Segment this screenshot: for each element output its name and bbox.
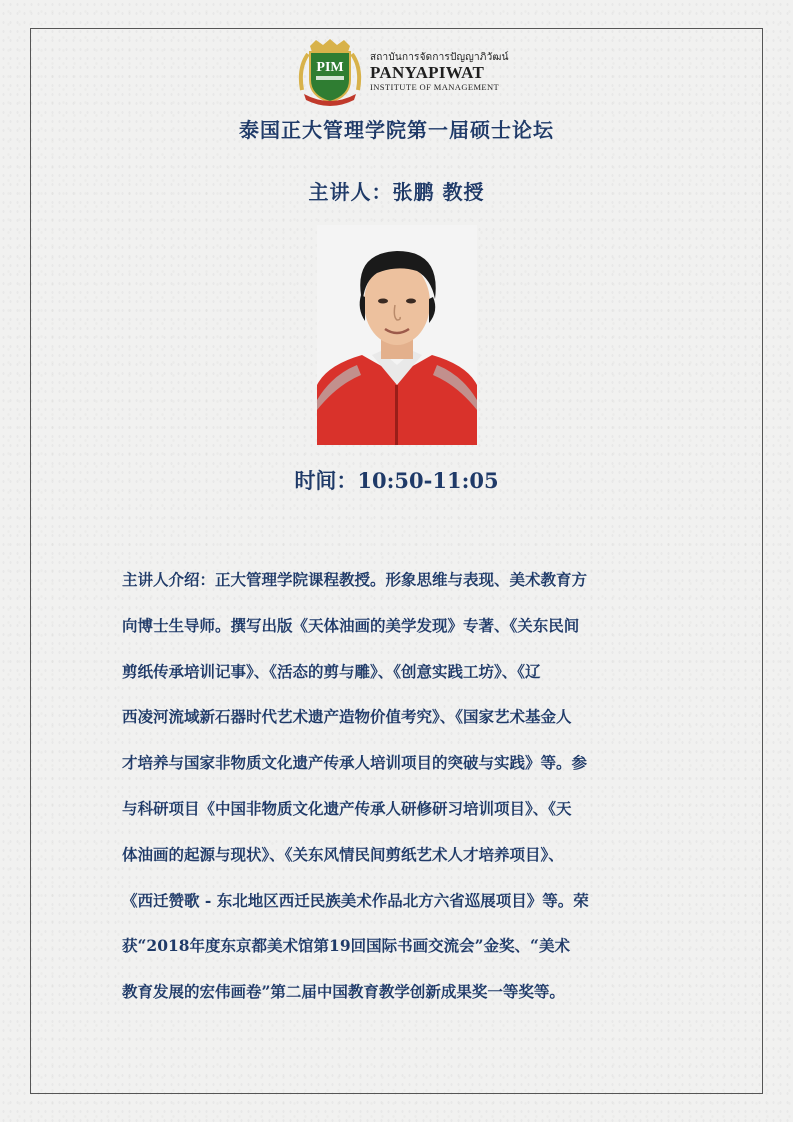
bio-line: 获“2018年度东京都美术馆第19回国际书画交流会”金奖、“美术 <box>122 936 570 956</box>
logo-english-subtitle: INSTITUTE OF MANAGEMENT <box>370 82 500 92</box>
logo-thai-name: สถาบันการจัดการปัญญาภิวัฒน์ <box>370 52 509 63</box>
speaker-photo <box>317 225 477 445</box>
bio-line: 才培养与国家非物质文化遗产传承人培训项目的突破与实践》等。参 <box>122 753 588 773</box>
bio-line: 《西迁赞歌 - 东北地区西迁民族美术作品北方六省巡展项目》等。荣 <box>122 890 589 910</box>
bio-line: 体油画的起源与现状》、《关东风情民间剪纸艺术人才培养项目》、 <box>122 844 564 864</box>
bio-line: 与科研项目《中国非物质文化遗产传承人研修研习培训项目》、《天 <box>122 798 572 818</box>
speaker-bio <box>122 557 682 1015</box>
bio-line: 西凌河流域新石器时代艺术遗产造物价值考究》、《国家艺术基金人 <box>122 707 572 727</box>
speaker-name: 主讲人：张鹏 教授 <box>308 180 485 204</box>
bio-line: 剪纸传承培训记事》、《活态的剪与雕》、《创意实践工坊》、《辽 <box>122 661 541 681</box>
bio-line: 主讲人介绍：正大管理学院课程教授。形象思维与表现、美术教育方 <box>122 570 588 589</box>
session-time: 时间：10:50-11:05 <box>294 468 499 493</box>
logo-english-name: PANYAPIWAT <box>370 63 485 82</box>
crest-text: PIM <box>316 60 344 75</box>
bio-line: 教育发展的宏伟画卷”第二届中国教育教学创新成果奖一等奖等。 <box>122 982 565 1002</box>
institute-logo <box>296 38 526 106</box>
forum-title: 泰国正大管理学院第一届硕士论坛 <box>239 118 554 142</box>
bio-line: 向博士生导师。撰写出版《天体油画的美学发现》专著、《关东民间 <box>122 615 580 635</box>
pim-crest-icon <box>296 38 364 106</box>
